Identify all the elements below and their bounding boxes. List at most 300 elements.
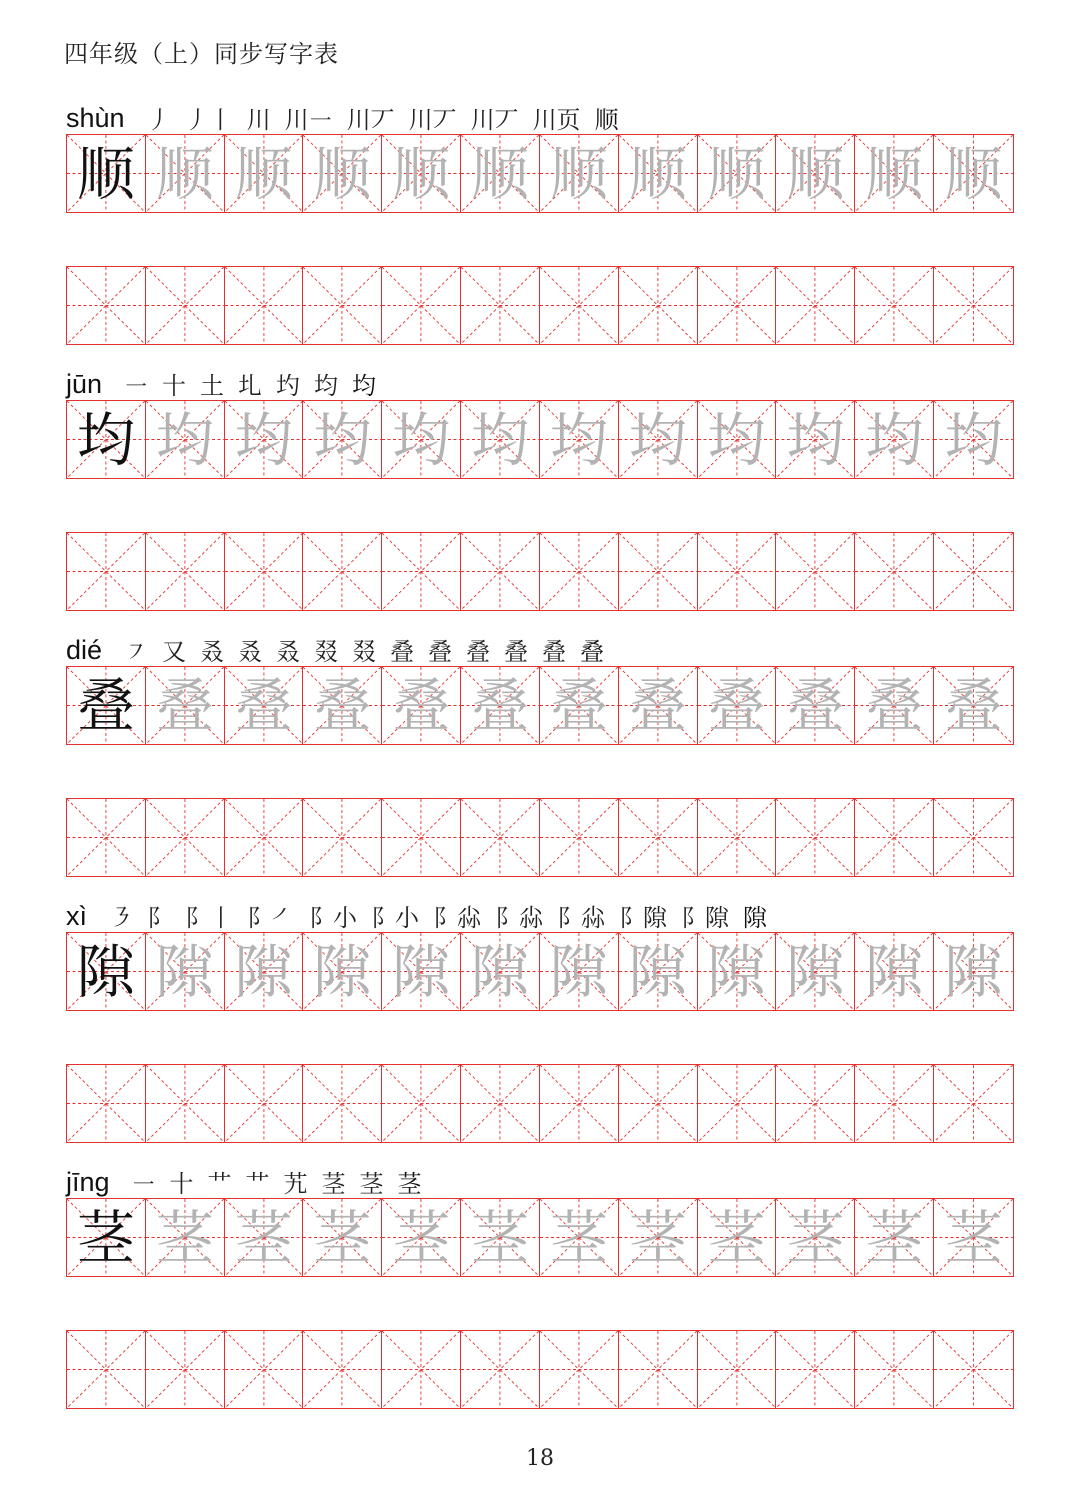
model-character: 顺 — [76, 139, 135, 208]
stroke-step: 又 — [162, 638, 187, 666]
trace-cell[interactable] — [303, 933, 382, 1010]
stroke-step: 叠 — [466, 638, 491, 666]
trace-character: 茎 — [234, 1203, 293, 1272]
stroke-step: 叠 — [504, 638, 529, 666]
trace-character: 叠 — [392, 671, 451, 740]
trace-cell[interactable] — [146, 135, 225, 212]
trace-cell[interactable] — [934, 667, 1013, 744]
practice-cell[interactable] — [303, 533, 382, 610]
trace-character: 均 — [707, 405, 766, 474]
practice-cell[interactable] — [382, 799, 461, 876]
practice-cell[interactable] — [540, 1331, 619, 1408]
model-cell[interactable] — [67, 667, 146, 744]
trace-character: 叠 — [707, 671, 766, 740]
trace-cell[interactable] — [619, 135, 698, 212]
practice-cell[interactable] — [303, 267, 382, 344]
stroke-step: 川丆 — [346, 106, 395, 134]
practice-cell[interactable] — [146, 1065, 225, 1142]
mi-grid-guides — [146, 533, 224, 610]
mi-grid-guides — [934, 533, 1013, 610]
stroke-step: 艹 — [245, 1170, 270, 1198]
trace-character: 茎 — [392, 1203, 451, 1272]
trace-cell[interactable] — [855, 667, 934, 744]
trace-cell[interactable] — [934, 1199, 1013, 1276]
mi-grid-guides — [67, 267, 145, 344]
mi-grid-guides — [225, 267, 303, 344]
mi-grid-guides — [146, 267, 224, 344]
mi-grid-guides — [698, 1331, 776, 1408]
stroke-sequence — [109, 906, 781, 930]
mi-grid-guides — [303, 267, 381, 344]
trace-cell[interactable] — [540, 401, 619, 478]
stroke-sequence — [124, 640, 618, 664]
mi-grid-guides — [382, 799, 460, 876]
model-character: 叠 — [76, 671, 135, 740]
practice-cell[interactable] — [225, 1331, 304, 1408]
trace-character: 茎 — [707, 1203, 766, 1272]
trace-cell[interactable] — [540, 135, 619, 212]
stroke-step: 阝尛 — [433, 904, 482, 932]
pinyin-label: shùn — [66, 103, 125, 133]
practice-cell[interactable] — [855, 533, 934, 610]
mi-grid-guides — [934, 267, 1013, 344]
mi-grid-guides — [698, 267, 776, 344]
trace-cell[interactable] — [303, 401, 382, 478]
model-cell[interactable] — [67, 135, 146, 212]
trace-cell[interactable] — [934, 135, 1013, 212]
trace-cell[interactable] — [698, 401, 777, 478]
mi-grid-guides — [540, 533, 618, 610]
model-cell[interactable] — [67, 401, 146, 478]
trace-cell[interactable] — [225, 933, 304, 1010]
trace-character: 隙 — [471, 937, 530, 1006]
mi-grid-guides — [382, 1331, 460, 1408]
practice-cell[interactable] — [67, 533, 146, 610]
mi-grid-guides — [382, 533, 460, 610]
practice-cell[interactable] — [225, 1065, 304, 1142]
trace-cell[interactable] — [855, 1199, 934, 1276]
trace-cell[interactable] — [698, 667, 777, 744]
mi-grid-guides — [67, 799, 145, 876]
trace-cell[interactable] — [225, 1199, 304, 1276]
trace-cell[interactable] — [698, 135, 777, 212]
practice-cell[interactable] — [619, 799, 698, 876]
practice-cell[interactable] — [540, 799, 619, 876]
mi-grid-guides — [855, 1065, 933, 1142]
trace-character: 顺 — [392, 139, 451, 208]
trace-cell[interactable] — [146, 667, 225, 744]
practice-cell[interactable] — [698, 533, 777, 610]
mi-grid-guides — [461, 267, 539, 344]
trace-character: 茎 — [155, 1203, 214, 1272]
mi-grid-guides — [382, 267, 460, 344]
practice-row — [66, 798, 1014, 877]
stroke-order-line — [66, 890, 781, 930]
stroke-step: 茎 — [397, 1170, 422, 1198]
trace-cell[interactable] — [855, 933, 934, 1010]
practice-cell[interactable] — [776, 267, 855, 344]
trace-character: 叠 — [865, 671, 924, 740]
trace-character: 叠 — [471, 671, 530, 740]
mi-grid-guides — [303, 1331, 381, 1408]
practice-cell[interactable] — [776, 1065, 855, 1142]
trace-character: 均 — [628, 405, 687, 474]
mi-grid-guides — [146, 1065, 224, 1142]
trace-character: 均 — [392, 405, 451, 474]
trace-cell[interactable] — [619, 1199, 698, 1276]
trace-character: 隙 — [155, 937, 214, 1006]
pinyin-label: dié — [66, 635, 103, 665]
trace-cell[interactable] — [540, 933, 619, 1010]
mi-grid-guides — [619, 267, 697, 344]
trace-character: 隙 — [628, 937, 687, 1006]
stroke-step: 川页 — [532, 106, 581, 134]
mi-grid-guides — [540, 1065, 618, 1142]
practice-cell[interactable] — [382, 1331, 461, 1408]
practice-cell[interactable] — [461, 267, 540, 344]
practice-cell[interactable] — [855, 799, 934, 876]
stroke-sequence — [124, 374, 390, 398]
practice-cell[interactable] — [146, 267, 225, 344]
mi-grid-guides — [461, 533, 539, 610]
mi-grid-guides — [225, 1065, 303, 1142]
practice-cell[interactable] — [146, 799, 225, 876]
trace-character: 叠 — [549, 671, 608, 740]
stroke-step: 土 — [200, 372, 225, 400]
stroke-step: ㇐ — [131, 1170, 156, 1198]
practice-cell[interactable] — [461, 1331, 540, 1408]
practice-cell[interactable] — [934, 1331, 1013, 1408]
stroke-sequence — [147, 108, 633, 132]
stroke-step: 十 — [169, 1170, 194, 1198]
mi-grid-guides — [698, 1065, 776, 1142]
practice-cell[interactable] — [225, 533, 304, 610]
trace-cell[interactable] — [619, 401, 698, 478]
stroke-step: 阝隙 — [681, 904, 730, 932]
trace-cell[interactable] — [619, 667, 698, 744]
trace-cell[interactable] — [146, 933, 225, 1010]
stroke-step: 圴 — [276, 372, 301, 400]
practice-cell[interactable] — [146, 533, 225, 610]
practice-cell[interactable] — [855, 1331, 934, 1408]
trace-cell[interactable] — [382, 1199, 461, 1276]
stroke-step: 叠 — [428, 638, 453, 666]
trace-cell[interactable] — [225, 667, 304, 744]
trace-cell[interactable] — [382, 933, 461, 1010]
mi-grid-guides — [225, 1331, 303, 1408]
tracing-row — [66, 400, 1014, 479]
model-cell[interactable] — [67, 933, 146, 1010]
mi-grid-guides — [934, 1065, 1013, 1142]
page-number: 18 — [526, 1446, 554, 1471]
practice-cell[interactable] — [146, 1331, 225, 1408]
mi-grid-guides — [698, 799, 776, 876]
mi-grid-guides — [855, 799, 933, 876]
trace-character: 隙 — [865, 937, 924, 1006]
mi-grid-guides — [461, 799, 539, 876]
pinyin-label: xì — [66, 901, 88, 931]
trace-character: 顺 — [944, 139, 1003, 208]
practice-cell[interactable] — [303, 1331, 382, 1408]
practice-cell[interactable] — [67, 799, 146, 876]
trace-cell[interactable] — [225, 401, 304, 478]
trace-cell[interactable] — [382, 401, 461, 478]
mi-grid-guides — [461, 1065, 539, 1142]
model-character: 隙 — [76, 937, 135, 1006]
trace-cell[interactable] — [776, 401, 855, 478]
practice-cell[interactable] — [619, 533, 698, 610]
trace-cell[interactable] — [146, 1199, 225, 1276]
trace-cell[interactable] — [934, 933, 1013, 1010]
practice-cell[interactable] — [303, 1065, 382, 1142]
practice-cell[interactable] — [776, 799, 855, 876]
stroke-step: 丿丨 — [184, 106, 233, 134]
mi-grid-guides — [855, 267, 933, 344]
mi-grid-guides — [225, 799, 303, 876]
practice-cell[interactable] — [461, 1065, 540, 1142]
stroke-step: 阝㇒ — [247, 904, 296, 932]
practice-row — [66, 1064, 1014, 1143]
trace-cell[interactable] — [855, 401, 934, 478]
mi-grid-guides — [619, 799, 697, 876]
mi-grid-guides — [934, 1331, 1013, 1408]
practice-cell[interactable] — [540, 1065, 619, 1142]
trace-character: 顺 — [155, 139, 214, 208]
trace-cell[interactable] — [303, 667, 382, 744]
practice-cell[interactable] — [67, 1065, 146, 1142]
trace-character: 茎 — [865, 1203, 924, 1272]
mi-grid-guides — [67, 1065, 145, 1142]
model-character: 茎 — [76, 1203, 135, 1272]
mi-grid-guides — [776, 533, 854, 610]
trace-character: 顺 — [786, 139, 845, 208]
mi-grid-guides — [698, 533, 776, 610]
stroke-step: 叕 — [352, 638, 377, 666]
trace-cell[interactable] — [225, 135, 304, 212]
stroke-order-line — [66, 1156, 436, 1196]
trace-cell[interactable] — [934, 401, 1013, 478]
trace-character: 隙 — [234, 937, 293, 1006]
trace-character: 叠 — [944, 671, 1003, 740]
trace-cell[interactable] — [776, 933, 855, 1010]
trace-character: 均 — [944, 405, 1003, 474]
stroke-step: 阝小 — [309, 904, 358, 932]
mi-grid-guides — [67, 1331, 145, 1408]
practice-cell[interactable] — [619, 1331, 698, 1408]
trace-character: 顺 — [313, 139, 372, 208]
practice-cell[interactable] — [776, 533, 855, 610]
practice-cell[interactable] — [855, 1065, 934, 1142]
mi-grid-guides — [776, 1065, 854, 1142]
practice-cell[interactable] — [540, 267, 619, 344]
trace-character: 均 — [313, 405, 372, 474]
trace-character: 均 — [234, 405, 293, 474]
practice-cell[interactable] — [67, 267, 146, 344]
practice-cell[interactable] — [934, 267, 1013, 344]
trace-cell[interactable] — [146, 401, 225, 478]
mi-grid-guides — [540, 799, 618, 876]
mi-grid-guides — [303, 1065, 381, 1142]
stroke-step: 十 — [162, 372, 187, 400]
stroke-step: 叕 — [314, 638, 339, 666]
stroke-step: 叒 — [200, 638, 225, 666]
mi-grid-guides — [776, 267, 854, 344]
stroke-step: 川丆 — [470, 106, 519, 134]
trace-cell[interactable] — [303, 135, 382, 212]
trace-character: 顺 — [471, 139, 530, 208]
trace-character: 均 — [155, 405, 214, 474]
stroke-step: 叠 — [542, 638, 567, 666]
practice-cell[interactable] — [461, 799, 540, 876]
mi-grid-guides — [303, 799, 381, 876]
model-cell[interactable] — [67, 1199, 146, 1276]
trace-cell[interactable] — [698, 1199, 777, 1276]
practice-cell[interactable] — [934, 1065, 1013, 1142]
practice-cell[interactable] — [934, 799, 1013, 876]
stroke-step: 茎 — [359, 1170, 384, 1198]
stroke-step: ㇋ — [109, 904, 134, 932]
trace-character: 茎 — [628, 1203, 687, 1272]
practice-row — [66, 532, 1014, 611]
practice-cell[interactable] — [382, 267, 461, 344]
practice-cell[interactable] — [225, 799, 304, 876]
model-character: 均 — [76, 405, 135, 474]
tracing-row — [66, 134, 1014, 213]
trace-cell[interactable] — [619, 933, 698, 1010]
mi-grid-guides — [382, 1065, 460, 1142]
trace-character: 隙 — [786, 937, 845, 1006]
trace-character: 顺 — [628, 139, 687, 208]
trace-character: 叠 — [786, 671, 845, 740]
practice-cell[interactable] — [698, 267, 777, 344]
mi-grid-guides — [146, 1331, 224, 1408]
stroke-step: 叠 — [580, 638, 605, 666]
practice-cell[interactable] — [382, 533, 461, 610]
trace-character: 叠 — [628, 671, 687, 740]
mi-grid-guides — [776, 1331, 854, 1408]
trace-character: 隙 — [392, 937, 451, 1006]
stroke-step: 川㇐ — [284, 106, 333, 134]
trace-cell[interactable] — [855, 135, 934, 212]
stroke-step: 川丆 — [408, 106, 457, 134]
trace-cell[interactable] — [698, 933, 777, 1010]
mi-grid-guides — [540, 267, 618, 344]
mi-grid-guides — [619, 533, 697, 610]
trace-character: 叠 — [234, 671, 293, 740]
practice-cell[interactable] — [225, 267, 304, 344]
mi-grid-guides — [540, 1331, 618, 1408]
stroke-step: ㇇ — [124, 638, 149, 666]
page-title: 四年级（上）同步写字表 — [64, 40, 339, 68]
pinyin-label: jūn — [66, 369, 103, 399]
practice-cell[interactable] — [461, 533, 540, 610]
tracing-row — [66, 666, 1014, 745]
stroke-step: 均 — [352, 372, 377, 400]
trace-character: 隙 — [707, 937, 766, 1006]
practice-cell[interactable] — [540, 533, 619, 610]
trace-character: 茎 — [549, 1203, 608, 1272]
trace-character: 隙 — [944, 937, 1003, 1006]
practice-cell[interactable] — [303, 799, 382, 876]
trace-character: 顺 — [707, 139, 766, 208]
stroke-step: 均 — [314, 372, 339, 400]
practice-cell[interactable] — [382, 1065, 461, 1142]
stroke-step: 隙 — [743, 904, 768, 932]
trace-character: 均 — [786, 405, 845, 474]
trace-cell[interactable] — [461, 135, 540, 212]
trace-cell[interactable] — [382, 135, 461, 212]
trace-cell[interactable] — [776, 135, 855, 212]
trace-cell[interactable] — [382, 667, 461, 744]
trace-cell[interactable] — [461, 933, 540, 1010]
stroke-step: 阝 — [147, 904, 172, 932]
stroke-step: 丿 — [146, 106, 171, 134]
mi-grid-guides — [855, 533, 933, 610]
practice-cell[interactable] — [619, 1065, 698, 1142]
mi-grid-guides — [225, 533, 303, 610]
stroke-order-line — [66, 358, 390, 398]
trace-character: 均 — [471, 405, 530, 474]
practice-cell[interactable] — [855, 267, 934, 344]
mi-grid-guides — [67, 533, 145, 610]
trace-character: 叠 — [155, 671, 214, 740]
trace-character: 茎 — [471, 1203, 530, 1272]
practice-row — [66, 1330, 1014, 1409]
stroke-step: 茎 — [321, 1170, 346, 1198]
stroke-step: ㇐ — [124, 372, 149, 400]
tracing-row — [66, 1198, 1014, 1277]
trace-cell[interactable] — [540, 667, 619, 744]
trace-character: 茎 — [944, 1203, 1003, 1272]
stroke-step: 叠 — [390, 638, 415, 666]
trace-cell[interactable] — [540, 1199, 619, 1276]
stroke-step: 川 — [246, 106, 271, 134]
practice-cell[interactable] — [934, 533, 1013, 610]
stroke-step: 艹 — [207, 1170, 232, 1198]
mi-grid-guides — [461, 1331, 539, 1408]
stroke-step: 叒 — [238, 638, 263, 666]
trace-character: 均 — [865, 405, 924, 474]
trace-character: 顺 — [865, 139, 924, 208]
mi-grid-guides — [934, 799, 1013, 876]
trace-cell[interactable] — [303, 1199, 382, 1276]
trace-character: 顺 — [549, 139, 608, 208]
mi-grid-guides — [855, 1331, 933, 1408]
trace-character: 隙 — [313, 937, 372, 1006]
practice-cell[interactable] — [619, 267, 698, 344]
practice-cell[interactable] — [698, 1065, 777, 1142]
trace-character: 均 — [549, 405, 608, 474]
trace-cell[interactable] — [461, 667, 540, 744]
trace-character: 叠 — [313, 671, 372, 740]
practice-cell[interactable] — [698, 799, 777, 876]
practice-cell[interactable] — [67, 1331, 146, 1408]
mi-grid-guides — [776, 799, 854, 876]
stroke-step: 圠 — [238, 372, 263, 400]
trace-character: 茎 — [786, 1203, 845, 1272]
stroke-step: 叒 — [276, 638, 301, 666]
practice-cell[interactable] — [698, 1331, 777, 1408]
trace-cell[interactable] — [776, 1199, 855, 1276]
practice-row — [66, 266, 1014, 345]
practice-cell[interactable] — [776, 1331, 855, 1408]
trace-cell[interactable] — [776, 667, 855, 744]
trace-cell[interactable] — [461, 1199, 540, 1276]
mi-grid-guides — [619, 1065, 697, 1142]
pinyin-label: jīng — [66, 1167, 110, 1197]
mi-grid-guides — [619, 1331, 697, 1408]
trace-cell[interactable] — [461, 401, 540, 478]
